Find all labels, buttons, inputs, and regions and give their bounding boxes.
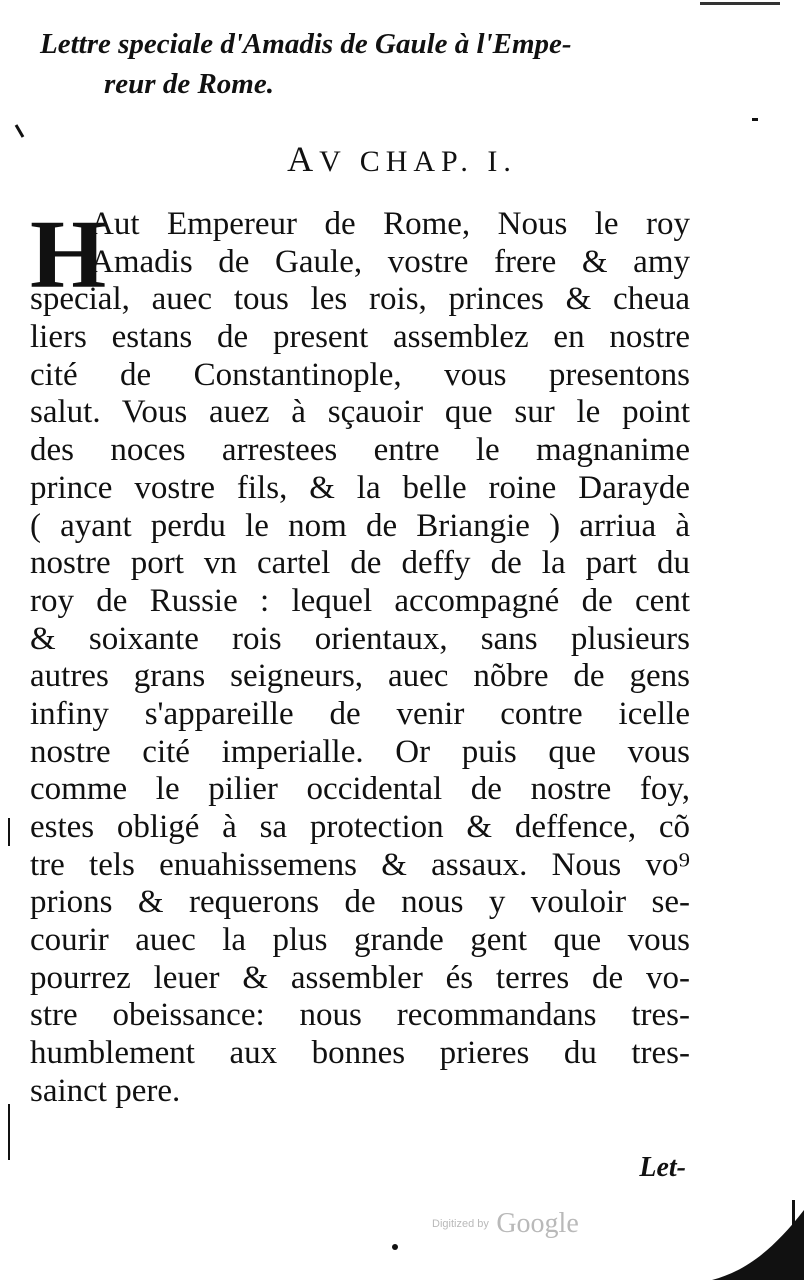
margin-rule-left-1 (8, 818, 10, 846)
text-line: salut. Vous auez à sçauoir que sur le point (30, 394, 690, 431)
chapter-label: V CHAP. I. (319, 145, 517, 178)
letter-heading (40, 24, 720, 104)
text-line: liers estans de present assemblez en nostre (30, 319, 690, 356)
top-right-ornament (700, 2, 780, 5)
heading-line-1: Lettre speciale d'Amadis de Gaule à l'Empe- (40, 28, 572, 60)
text-line: humblement aux bonnes prieres du tres- (30, 1035, 690, 1072)
bottom-dot (392, 1244, 398, 1250)
text-line: nostre cité imperialle. Or puis que vous (30, 733, 690, 770)
drop-cap: H (30, 201, 107, 309)
margin-tick-right (752, 118, 758, 121)
text-line: tre tels enuahissemens & assaux. Nous vo⁹ (30, 846, 690, 883)
text-line: nostre port vn cartel de deffy de la part du (30, 545, 690, 582)
chapter-heading (0, 138, 804, 180)
text-line: pourrez leuer & assembler és terres de vo- (30, 959, 690, 996)
page-corner-shadow (712, 1210, 804, 1280)
text-line: stre obeissance: nous recommandans tres- (30, 997, 690, 1034)
text-line: courir auec la plus grande gent que vous (30, 922, 690, 959)
text-line: roy de Russie : lequel accompagné de cent (30, 582, 690, 619)
text-line: prions & requerons de nous y vouloir se- (30, 884, 690, 921)
text-line: Aut Empereur de Rome, Nous le roy (90, 206, 690, 242)
catchword: Let- (639, 1152, 686, 1183)
text-line: prince vostre fils, & la belle roine Darayde (30, 469, 690, 506)
text-line: des noces arrestees entre le magnanime (30, 432, 690, 469)
digitized-watermark (432, 1208, 579, 1240)
watermark-brand: Google (496, 1208, 579, 1239)
text-line: Amadis de Gaule, vostre frere & amy (90, 243, 690, 280)
text-line: cité de Constantinople, vous presentons (30, 356, 690, 393)
text-line: comme le pilier occidental de nostre foy, (30, 771, 690, 808)
text-line-final: sainct pere. (30, 1072, 181, 1109)
text-line: estes obligé à sa protection & deffence, cõ (30, 809, 690, 845)
margin-tick-left (15, 124, 25, 138)
text-line: & soixante rois orientaux, sans plusieurs (30, 620, 690, 657)
letter-body (30, 201, 690, 1111)
text-line: special, auec tous les rois, princes & cheua (30, 281, 690, 318)
chapter-initial: A (287, 139, 320, 179)
heading-line-2: reur de Rome. (104, 68, 274, 100)
watermark-prefix: Digitized by (432, 1218, 489, 1230)
text-line: infiny s'appareille de venir contre icelle (30, 695, 690, 732)
text-line: ( ayant perdu le nom de Briangie ) arriua à (30, 507, 690, 544)
text-line: autres grans seigneurs, auec nõbre de gens (30, 658, 690, 695)
margin-rule-left-2 (8, 1104, 10, 1160)
